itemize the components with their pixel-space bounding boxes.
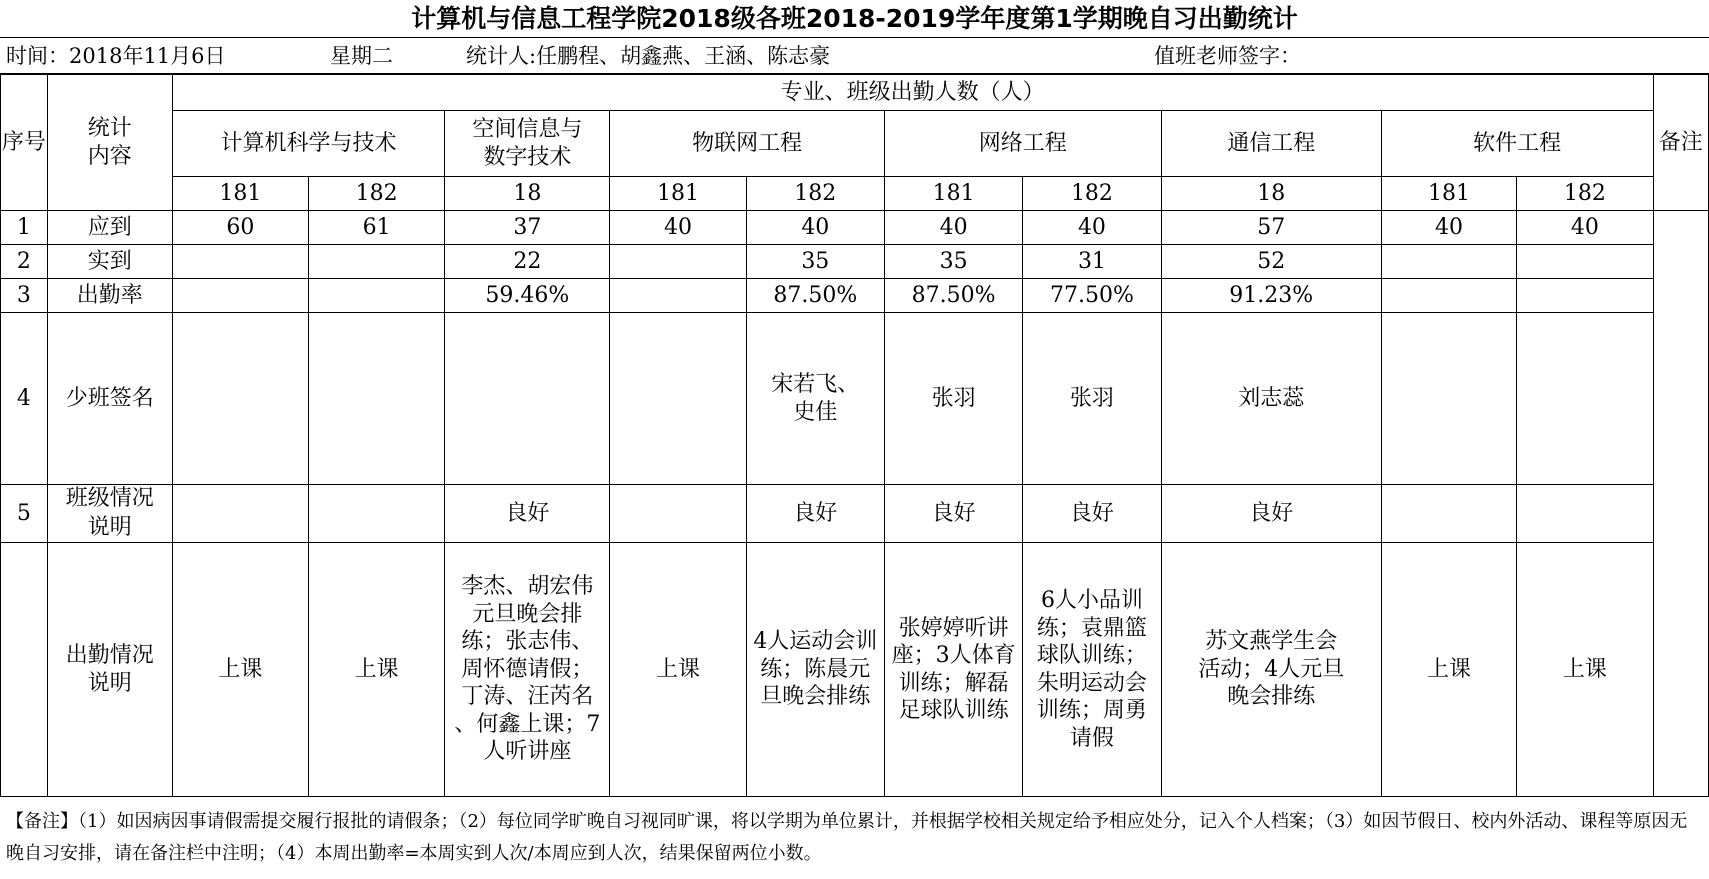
row-label: 出勤情况 说明 [47, 543, 172, 797]
row-number: 4 [1, 313, 48, 485]
major-cell: 计算机科学与技术 [172, 111, 445, 177]
row-number: 3 [1, 279, 48, 313]
data-cell [309, 485, 445, 543]
data-cell [1517, 245, 1653, 279]
class-cell: 181 [884, 177, 1022, 211]
row-number: 5 [1, 485, 48, 543]
data-cell: 苏文燕学生会 活动；4人元旦 晚会排练 [1161, 543, 1381, 797]
data-cell: 52 [1161, 245, 1381, 279]
row-number [1, 543, 48, 797]
data-cell [610, 279, 746, 313]
data-cell: 61 [309, 211, 445, 245]
data-cell [1381, 313, 1516, 485]
data-cell [309, 279, 445, 313]
data-cell [1517, 279, 1653, 313]
data-cell: 77.50% [1023, 279, 1161, 313]
data-cell: 40 [884, 211, 1022, 245]
data-cell [1381, 279, 1516, 313]
row-label: 班级情况 说明 [47, 485, 172, 543]
header-group: 专业、班级出勤人数（人） [172, 75, 1653, 111]
data-cell [1381, 485, 1516, 543]
row-label: 实到 [47, 245, 172, 279]
info-bar [0, 38, 1709, 74]
data-cell: 40 [1023, 211, 1161, 245]
footer-note: 【备注】（1）如因病因事请假需提交履行报批的请假条；（2）每位同学旷晚自习视同旷课，将以学期为单位累计，并根据学校相关规定给予相应处分，记入个人档案；（3）如因节假日、校内外活动、课程等原因无晚自习安排，请在备注栏中注明；（4）本周出勤率=本周实到人次/本周应到人次，结果保留两位小数。 [6, 811, 1688, 864]
data-cell: 35 [746, 245, 884, 279]
data-cell: 李杰、胡宏伟 元旦晚会排 练；张志伟、 周怀德请假； 丁涛、汪芮名 、何鑫上课；7 人听讲座 [445, 543, 610, 797]
data-cell: 上课 [610, 543, 746, 797]
table-row [1, 279, 1709, 313]
data-cell [1517, 313, 1653, 485]
data-cell: 良好 [1023, 485, 1161, 543]
data-cell: 59.46% [445, 279, 610, 313]
data-cell [1381, 245, 1516, 279]
data-cell [172, 279, 308, 313]
row-number: 1 [1, 211, 48, 245]
data-cell [1517, 485, 1653, 543]
remark-cell [1653, 211, 1708, 797]
class-cell: 181 [1381, 177, 1516, 211]
class-cell: 182 [1517, 177, 1653, 211]
page-title: 计算机与信息工程学院2018级各班2018-2019学年度第1学期晚自习出勤统计 [411, 4, 1298, 33]
statisticians-label: 统计人:任鹏程、胡鑫燕、王涵、陈志豪 [466, 44, 831, 68]
attendance-table [0, 74, 1709, 797]
class-cell: 182 [309, 177, 445, 211]
data-cell: 40 [746, 211, 884, 245]
data-cell: 张羽 [1023, 313, 1161, 485]
data-cell: 4人运动会训 练；陈晨元 旦晚会排练 [746, 543, 884, 797]
row-label: 少班签名 [47, 313, 172, 485]
data-cell: 40 [1517, 211, 1653, 245]
table-row [1, 485, 1709, 543]
header-row-classes [1, 177, 1709, 211]
major-cell: 软件工程 [1381, 111, 1653, 177]
major-cell: 网络工程 [884, 111, 1161, 177]
header-seq: 序号 [1, 75, 48, 211]
data-cell [172, 313, 308, 485]
major-cell: 空间信息与 数字技术 [445, 111, 610, 177]
table-row [1, 313, 1709, 485]
date-label: 时间：2018年11月6日 [6, 44, 226, 68]
data-cell: 57 [1161, 211, 1381, 245]
data-cell [610, 245, 746, 279]
header-remark: 备注 [1653, 75, 1708, 211]
data-cell: 40 [1381, 211, 1516, 245]
data-cell: 良好 [746, 485, 884, 543]
data-cell [309, 245, 445, 279]
data-cell: 87.50% [884, 279, 1022, 313]
data-cell: 张羽 [884, 313, 1022, 485]
data-cell: 良好 [1161, 485, 1381, 543]
data-cell: 6人小品训 练；袁鼎篮 球队训练； 朱明运动会 训练；周勇 请假 [1023, 543, 1161, 797]
table-row [1, 245, 1709, 279]
data-cell: 87.50% [746, 279, 884, 313]
class-cell: 181 [172, 177, 308, 211]
teacher-sign-label: 值班老师签字： [1154, 44, 1301, 68]
data-cell: 张婷婷听讲 座；3人体育 训练；解磊 足球队训练 [884, 543, 1022, 797]
row-label: 应到 [47, 211, 172, 245]
data-cell: 37 [445, 211, 610, 245]
data-cell: 良好 [884, 485, 1022, 543]
table-row [1, 543, 1709, 797]
class-cell: 182 [1023, 177, 1161, 211]
data-cell [172, 485, 308, 543]
major-cell: 物联网工程 [610, 111, 885, 177]
data-cell: 22 [445, 245, 610, 279]
data-cell: 40 [610, 211, 746, 245]
data-cell: 宋若飞、 史佳 [746, 313, 884, 485]
data-cell: 上课 [1381, 543, 1516, 797]
data-cell: 上课 [1517, 543, 1653, 797]
data-cell: 上课 [309, 543, 445, 797]
data-cell [610, 313, 746, 485]
data-cell: 31 [1023, 245, 1161, 279]
class-cell: 18 [445, 177, 610, 211]
class-cell: 182 [746, 177, 884, 211]
data-cell: 60 [172, 211, 308, 245]
data-cell: 上课 [172, 543, 308, 797]
header-content: 统计 内容 [47, 75, 172, 211]
data-cell: 35 [884, 245, 1022, 279]
data-cell [610, 485, 746, 543]
row-number: 2 [1, 245, 48, 279]
class-cell: 18 [1161, 177, 1381, 211]
data-cell: 91.23% [1161, 279, 1381, 313]
row-label: 出勤率 [47, 279, 172, 313]
data-cell [172, 245, 308, 279]
weekday-label: 星期二 [330, 44, 393, 68]
header-row-majors [1, 111, 1709, 177]
data-cell: 刘志蕊 [1161, 313, 1381, 485]
data-cell [309, 313, 445, 485]
class-cell: 181 [610, 177, 746, 211]
major-cell: 通信工程 [1161, 111, 1381, 177]
table-row [1, 211, 1709, 245]
data-cell: 良好 [445, 485, 610, 543]
header-row-group [1, 75, 1709, 111]
data-cell [445, 313, 610, 485]
